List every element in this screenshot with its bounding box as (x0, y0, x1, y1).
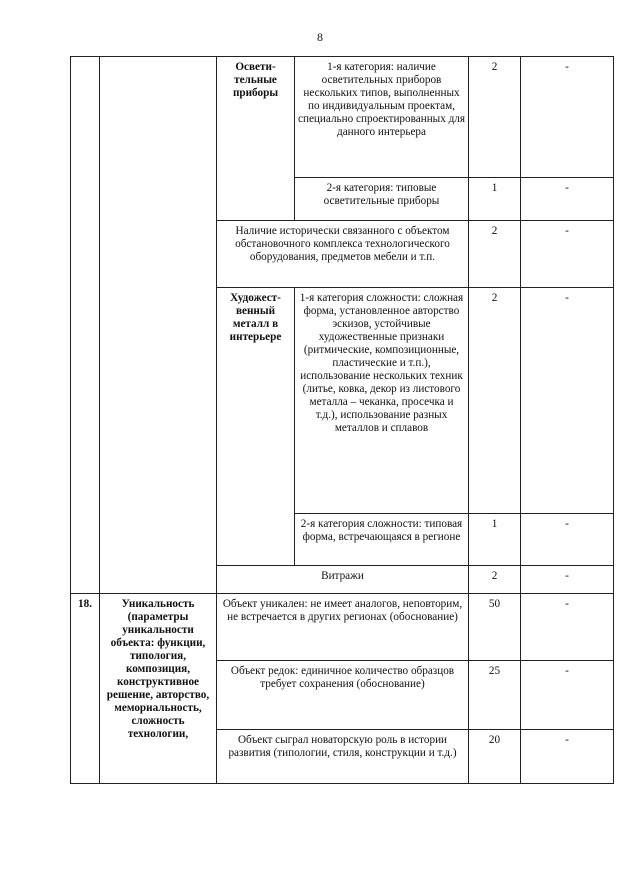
historic-equipment-score: 2 (469, 221, 521, 288)
historic-equipment-note: - (521, 221, 614, 288)
metal-label: Художест-венный металл в интерьере (217, 288, 295, 566)
item-18-number: 18. (71, 594, 100, 784)
rare-object-score: 25 (469, 661, 521, 730)
metal-category-2: 2-я категория сложности: типовая форма, встречающаяся в регионе (295, 514, 469, 566)
lighting-category-1: 1-я категория: наличие осветительных приборов нескольких типов, выполненных по индивидуальным проектам, специально спроектированных для данного интерьера (295, 57, 469, 178)
rare-object: Объект редок: единичное количество образцов требует сохранения (обоснование) (217, 661, 469, 730)
metal-category-2-score: 1 (469, 514, 521, 566)
lighting-category-1-note: - (521, 57, 614, 178)
stained-glass-note: - (521, 566, 614, 594)
lighting-label: Освети-тельные приборы (217, 57, 295, 221)
lighting-category-1-score: 2 (469, 57, 521, 178)
lighting-category-2: 2-я категория: типовые осветительные приборы (295, 178, 469, 221)
number-cell-empty (71, 57, 100, 594)
innovative-object: Объект сыграл новаторскую роль в истории развития (типологии, стиля, конструкции и т.д.) (217, 730, 469, 784)
table-row (71, 594, 614, 661)
rare-object-note: - (521, 661, 614, 730)
unique-object-score: 50 (469, 594, 521, 661)
innovative-object-note: - (521, 730, 614, 784)
metal-category-2-note: - (521, 514, 614, 566)
unique-object-note: - (521, 594, 614, 661)
lighting-category-2-note: - (521, 178, 614, 221)
lighting-category-2-score: 1 (469, 178, 521, 221)
innovative-object-score: 20 (469, 730, 521, 784)
table-row (71, 57, 614, 178)
historic-equipment: Наличие исторически связанного с объектом обстановочного комплекса технологического оборудования, предметов мебели и т.п. (217, 221, 469, 288)
criterion-cell-empty (100, 57, 217, 594)
stained-glass-score: 2 (469, 566, 521, 594)
metal-category-1-score: 2 (469, 288, 521, 514)
metal-category-1: 1-я категория сложности: сложная форма, установленное авторство эскизов, устойчивые художественные признаки (ритмические, композиционные, пластические и т.п.), использование нескольких техник (литье, ковка, декор из листового металла – чеканка, просечка и т.д.), использование разных металлов и сплавов (295, 288, 469, 514)
stained-glass: Витражи (217, 566, 469, 594)
criteria-table (70, 56, 614, 784)
unique-object: Объект уникален: не имеет аналогов, неповторим, не встречается в других регионах (обоснование) (217, 594, 469, 661)
page-number: 8 (317, 30, 323, 44)
item-18-label: Уникальность (параметры уникальности объекта: функции, типология, композиция, конструктивное решение, авторство, мемориальность, сложность технологии, (100, 594, 217, 784)
metal-category-1-note: - (521, 288, 614, 514)
